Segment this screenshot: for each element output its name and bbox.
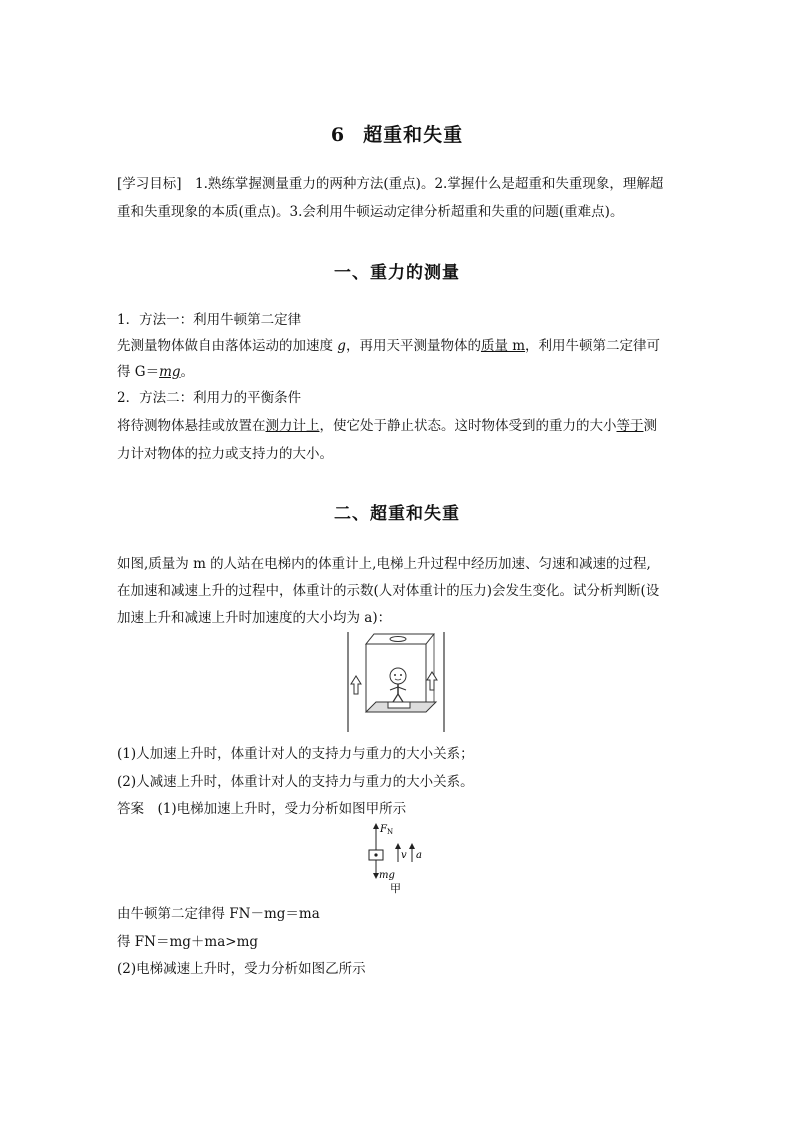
text-run: 得 G＝ [117, 364, 160, 380]
text-run-italic: g [337, 338, 346, 354]
a-label: a [416, 850, 422, 861]
method-2-line-1 [117, 414, 657, 434]
elevator-illustration [344, 630, 448, 734]
question-2: (2)人减速上升时，体重计对人的支持力与重力的大小关系。 [117, 774, 474, 790]
section-1-heading: 一、重力的测量 [334, 263, 460, 283]
objectives-line-1: [学习目标] 1.熟练掌握测量重力的两种方法(重点)。2.掌握什么是超重和失重现象，理解超 [117, 176, 664, 192]
fn-label: $F_N$ [380, 824, 394, 836]
answer-part-2: (2)电梯减速上升时，受力分析如图乙所示 [117, 961, 366, 977]
text-run: ，再用天平测量物体的 [345, 338, 481, 354]
problem-line-1: 如图,质量为 m 的人站在电梯内的体重计上,电梯上升过程中经历加速、匀速和减速的过程, [117, 556, 651, 572]
v-label: v [401, 850, 407, 861]
underlined-term: 测力计上 [265, 418, 320, 434]
question-1: (1)人加速上升时，体重计对人的支持力与重力的大小关系； [117, 746, 474, 762]
text-run: 先测量物体做自由落体运动的加速度 [117, 338, 338, 354]
force-diagram-jia [356, 820, 436, 894]
answer-line: 答案 (1)电梯加速上升时，受力分析如图甲所示 [117, 801, 407, 817]
mg-label: mg [379, 870, 395, 881]
text-run: 。 [180, 364, 195, 380]
method-2-label: 2．方法二：利用力的平衡条件 [117, 390, 302, 406]
underlined-term: 质量 m [480, 338, 526, 354]
text-run: ，使它处于静止状态。这时物体受到的重力的大小 [319, 418, 617, 434]
method-2-line-2: 力计对物体的拉力或支持力的大小。 [117, 446, 333, 462]
figure-caption: 甲 [390, 882, 401, 894]
page-title [0, 120, 794, 147]
text-run: 测 [643, 418, 657, 434]
method-1-label: 1．方法一：利用牛顿第二定律 [117, 312, 302, 328]
text-run: ，利用牛顿第二定律可 [525, 338, 661, 354]
problem-line-2: 在加速和减速上升的过程中，体重计的示数(人对体重计的压力)会发生变化。试分析判断(设 [117, 583, 660, 599]
method-1-line-1 [117, 334, 660, 354]
problem-line-3: 加速上升和减速上升时加速度的大小均为 a)： [117, 610, 392, 626]
underlined-term: mg [159, 364, 181, 380]
equation-2: 得 FN＝mg＋ma>mg [117, 934, 259, 950]
equation-1: 由牛顿第二定律得 FN－mg＝ma [117, 906, 320, 922]
title-number: 6 [330, 124, 346, 146]
title-text: 超重和失重 [363, 124, 464, 146]
section-2-heading: 二、超重和失重 [334, 504, 460, 524]
text-run: 将待测物体悬挂或放置在 [117, 418, 266, 434]
underlined-term: 等于 [616, 418, 644, 434]
objectives-line-2: 重和失重现象的本质(重点)。3.会利用牛顿运动定律分析超重和失重的问题(重难点)。 [117, 204, 624, 220]
method-1-line-2 [117, 360, 194, 380]
